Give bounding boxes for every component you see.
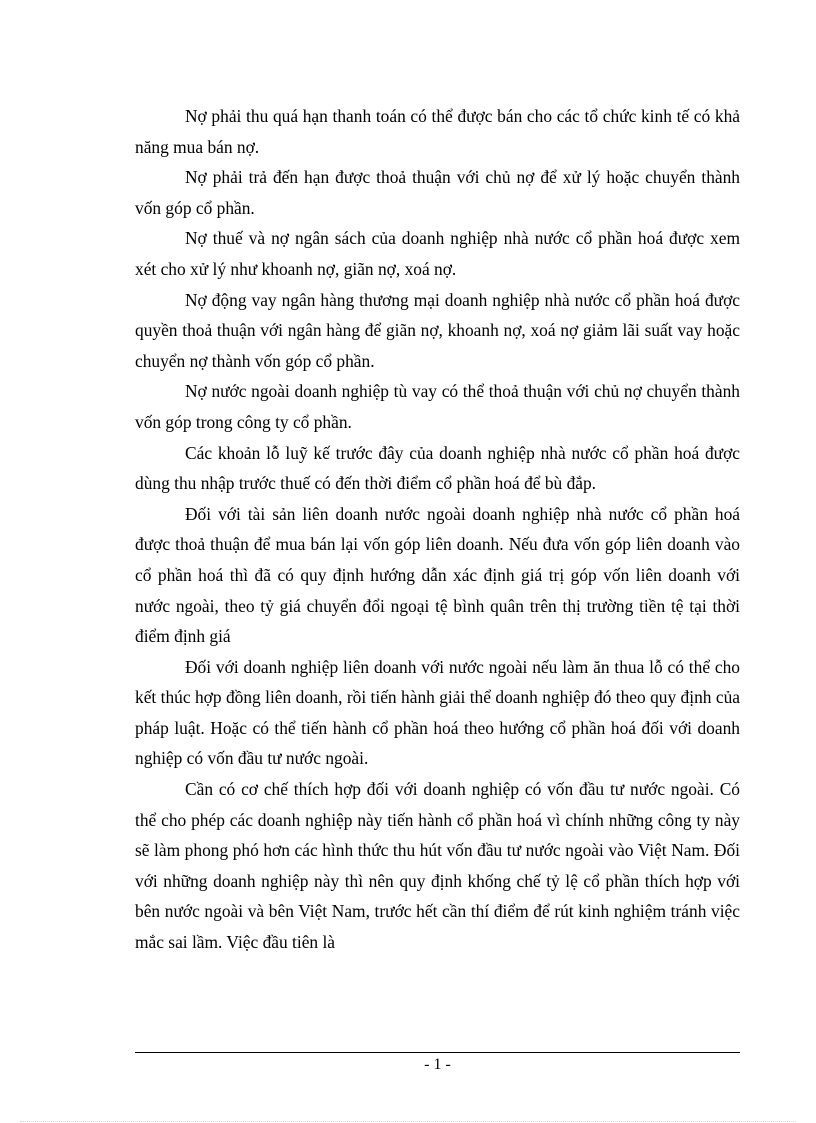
paragraph-foreign-debt: Nợ nước ngoài doanh nghiệp tù vay có thể thoả thuận với chủ nợ chuyển thành vốn góp trong công ty cổ phần.	[135, 381, 740, 432]
paragraph-joint-venture-assets: Đối với tài sản liên doanh nước ngoài doanh nghiệp nhà nước cổ phần hoá được thoả thuận để mua bán lại vốn góp liên doanh. Nếu đưa vốn góp liên doanh vào cổ phần hoá thì đã có quy định hướng dẫn xác định giá trị góp vốn liên doanh với nước ngoài, theo tỷ giá chuyển đổi ngoại tệ bình quân trên thị trường tiền tệ tại thời điểm định giá	[135, 503, 740, 647]
paragraph-fdi-mechanism: Cần có cơ chế thích hợp đối với doanh nghiệp có vốn đầu tư nước ngoài. Có thể cho phép các doanh nghiệp này tiến hành cổ phần hoá vì chính những công ty này sẽ làm phong phó hơn các hình thức thu hút vốn đầu tư nước ngoài vào Việt Nam. Đối với những doanh nghiệp này thì nên quy định khống chế tỷ lệ cổ phần thích hợp với bên nước ngoài và bên Việt Nam, trước hết cần thí điểm để rút kinh nghiệm tránh việc mắc sai lầm. Việc đầu tiên là	[135, 779, 740, 953]
paragraph-accumulated-losses: Các khoản lỗ luỹ kế trước đây của doanh nghiệp nhà nước cổ phần hoá được dùng thu nhập trước thuế có đến thời điểm cổ phần hoá để bù đắp.	[135, 442, 740, 494]
page-bottom-edge	[20, 1121, 796, 1122]
page-number: - 1 -	[424, 1056, 451, 1073]
paragraph-joint-venture-enterprises: Đối với doanh nghiệp liên doanh với nước ngoài nếu làm ăn thua lỗ có thể cho kết thúc hợp đồng liên doanh, rồi tiến hành giải thể doanh nghiệp đó theo quy định của pháp luật. Hoặc có thể tiến hành cổ phần hoá theo hướng cổ phần hoá đối với doanh nghiệp có vốn đầu tư nước ngoài.	[135, 656, 740, 769]
footer-divider	[135, 1052, 740, 1053]
paragraph-bank-loans: Nợ động vay ngân hàng thương mại doanh nghiệp nhà nước cổ phần hoá được quyền thoả thuận với ngân hàng để giãn nợ, khoanh nợ, xoá nợ giảm lãi suất vay hoặc chuyển nợ thành vốn góp cổ phần.	[135, 289, 740, 371]
paragraph-tax-debt: Nợ thuế và nợ ngân sách của doanh nghiệp nhà nước cổ phần hoá được xem xét cho xử lý như khoanh nợ, giãn nợ, xoá nợ.	[135, 228, 740, 279]
paragraph-payables: Nợ phải trả đến hạn được thoả thuận với chủ nợ để xử lý hoặc chuyển thành vốn góp cổ phần.	[135, 167, 740, 218]
paragraph-receivables: Nợ phải thu quá hạn thanh toán có thể được bán cho các tổ chức kinh tế có khả năng mua bán nợ.	[135, 106, 740, 157]
body-text	[135, 101, 740, 958]
